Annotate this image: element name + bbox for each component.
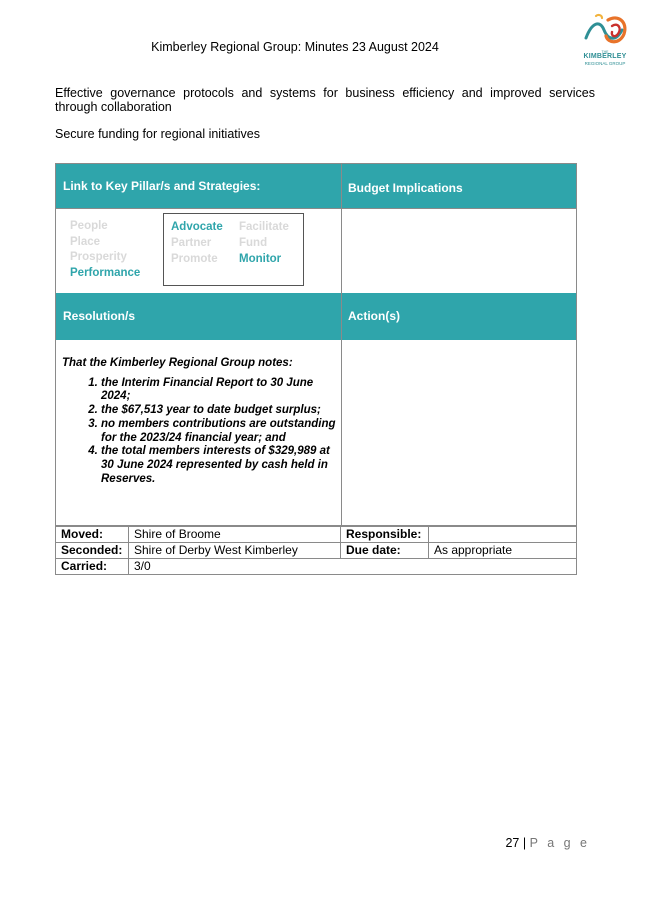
actions-header: Action(s) (342, 293, 576, 340)
resolution-list (62, 377, 336, 487)
intro-paragraph-funding: Secure funding for regional initiatives (55, 127, 260, 141)
meeting-details (55, 526, 577, 575)
resolution-item: 1. the Interim Financial Report to 30 June 2024; (101, 377, 336, 404)
strategy-monitor: Monitor (239, 253, 282, 265)
carried-value: 3/0 (128, 558, 577, 575)
resolution-item: 2. the $67,513 year to date budget surplus; (101, 404, 336, 418)
row-divider (56, 208, 576, 209)
logo-swirl-icon (578, 12, 632, 52)
resolution-intro: That the Kimberley Regional Group notes: (62, 357, 293, 369)
resolution-header: Resolution/s (56, 293, 341, 340)
resolution-item: 4. the total members interests of $329,989 at 30 June 2024 represented by cash held in Reserves. (101, 445, 336, 486)
column-divider (341, 164, 342, 525)
seconded-value: Shire of Derby West Kimberley (128, 542, 341, 559)
resolution-item: 3. no members contributions are outstanding for the 2023/24 financial year; and (101, 418, 336, 445)
responsible-label: Responsible: (340, 526, 429, 543)
pillars-list (70, 219, 140, 281)
resolution-text (62, 357, 336, 486)
page-header-title: Kimberley Regional Group: Minutes 23 August 2024 (151, 40, 439, 54)
page-separator: | (522, 836, 530, 850)
logo-text-top: THE (601, 50, 609, 54)
strategy-facilitate: Facilitate (239, 221, 289, 233)
resolution-table (55, 163, 577, 526)
seconded-label: Seconded: (55, 542, 129, 559)
strategy-promote: Promote (171, 253, 218, 265)
pillar-prosperity: Prosperity (70, 251, 127, 263)
moved-value: Shire of Broome (128, 526, 341, 543)
due-date-value: As appropriate (428, 542, 577, 559)
page-number: 27 (505, 836, 520, 850)
responsible-value (428, 526, 577, 543)
logo-text-main: KIMBERLEY (583, 53, 627, 60)
carried-label: Carried: (55, 558, 129, 575)
strategy-partner: Partner (171, 237, 212, 249)
pillar-people: People (70, 220, 108, 232)
due-date-label: Due date: (340, 542, 429, 559)
strategy-advocate: Advocate (171, 221, 223, 233)
pillars-header: Link to Key Pillar/s and Strategies: (56, 164, 341, 208)
logo-text-sub: REGIONAL GROUP (584, 61, 626, 66)
page-footer (470, 836, 590, 850)
pillar-performance: Performance (70, 266, 141, 279)
budget-header: Budget Implications (342, 164, 576, 208)
kimberley-logo (578, 12, 632, 68)
page-word: P a g e (529, 836, 590, 850)
pillar-place: Place (70, 235, 101, 248)
strategy-fund: Fund (239, 237, 268, 249)
intro-paragraph-governance: Effective governance protocols and systems for business efficiency and improved services through collaboration (55, 86, 595, 114)
moved-label: Moved: (55, 526, 129, 543)
strategies-list (171, 219, 289, 267)
